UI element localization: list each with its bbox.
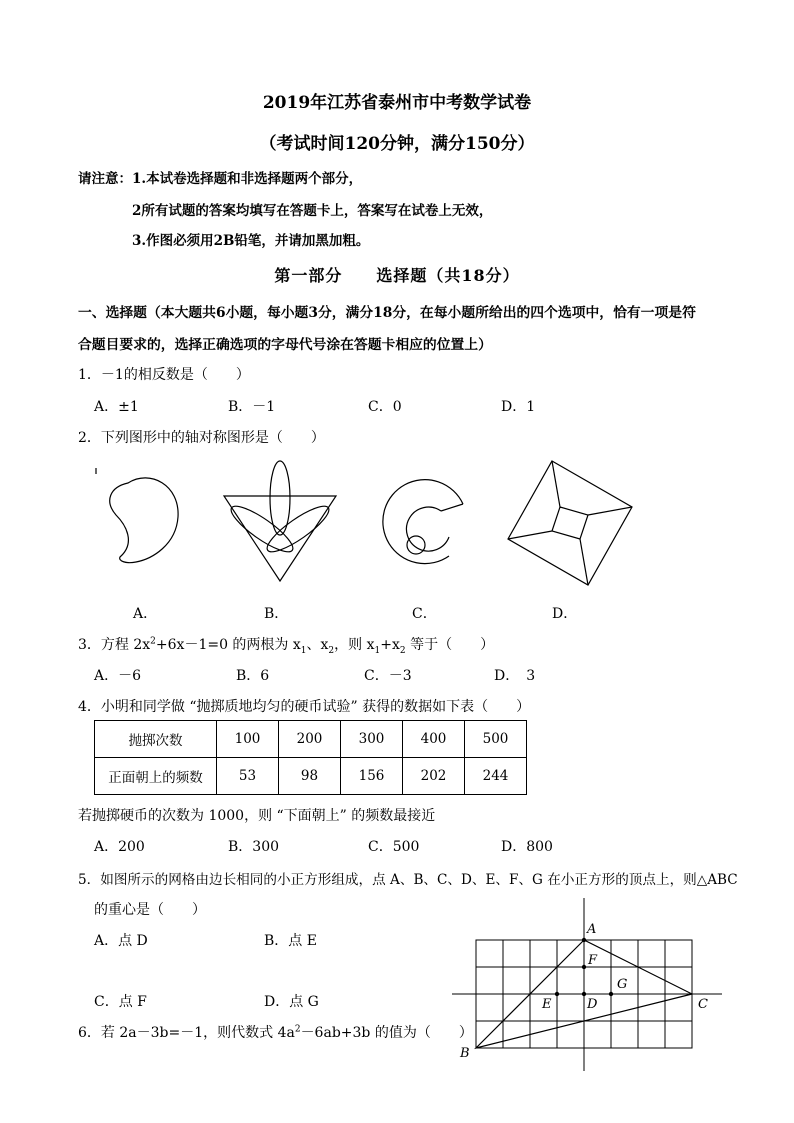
q1-option-b: B．－1 bbox=[228, 399, 276, 415]
q3-stem-part: 、x bbox=[306, 637, 329, 653]
table-cell: 抛掷次数 bbox=[95, 721, 217, 758]
notes-label: 请注意： bbox=[78, 171, 132, 187]
label-d: D bbox=[587, 997, 598, 1012]
label-a: A bbox=[587, 922, 597, 937]
table-cell: 400 bbox=[403, 721, 465, 758]
q3-stem-part: 3．方程 2x bbox=[78, 637, 151, 653]
q3-exponent: 2 bbox=[150, 636, 156, 647]
note-item-1: 1.本试卷选择题和非选择题两个部分， bbox=[132, 171, 363, 187]
table-cell: 200 bbox=[279, 721, 341, 758]
q5-option-d: D．点 G bbox=[264, 994, 319, 1010]
label-b: B bbox=[460, 1046, 470, 1061]
label-g: G bbox=[617, 977, 628, 992]
section-instruction-2: 合题目要求的，选择正确选项的字母代号涂在答题卡相应的位置上） bbox=[78, 337, 492, 353]
figure-a-comma-shape bbox=[96, 468, 178, 563]
note-item-3: 3.作图必须用2B铅笔，并请加黑加粗。 bbox=[132, 233, 370, 249]
q2-label-d: D． bbox=[552, 606, 578, 622]
q3-stem bbox=[78, 634, 494, 656]
q1-option-a: A．±1 bbox=[94, 399, 139, 415]
q5-stem-line2: 的重心是（ ） bbox=[94, 902, 206, 918]
q6-stem-part: －6ab+3b 的值为（ ） bbox=[300, 1025, 473, 1041]
q3-stem-part: 等于（ ） bbox=[405, 637, 495, 653]
q2-stem: 2．下列图形中的轴对称图形是（ ） bbox=[78, 430, 325, 446]
q4-followup: 若抛掷硬币的次数为 1000，则 “下面朝上” 的频数最接近 bbox=[78, 808, 436, 824]
q3-subscript: 1 bbox=[300, 645, 307, 656]
section-instruction-1: 一、选择题（本大题共6小题，每小题3分，满分18分，在每小题所给出的四个选项中，恰有一项是符 bbox=[78, 305, 696, 321]
q3-subscript: 1 bbox=[374, 645, 381, 656]
figure-b-triangle-ellipses bbox=[224, 461, 336, 581]
table-cell: 202 bbox=[403, 758, 465, 795]
label-e: E bbox=[542, 997, 552, 1012]
q5-option-a: A．点 D bbox=[94, 933, 148, 949]
q3-option-b: B．6 bbox=[236, 668, 270, 684]
label-f: F bbox=[588, 953, 598, 968]
q6-stem bbox=[78, 1022, 473, 1042]
table-cell: 98 bbox=[279, 758, 341, 795]
exam-subtitle: （考试时间120分钟，满分150分） bbox=[259, 134, 535, 154]
q2-label-c: C． bbox=[412, 606, 437, 622]
figure-d-pinwheel-square bbox=[508, 461, 632, 585]
q2-figures bbox=[80, 455, 740, 595]
q5-option-b: B．点 E bbox=[264, 933, 317, 949]
q3-stem-part: +6x－1=0 的两根为 x bbox=[155, 637, 301, 653]
q5-stem-line1: 5．如图所示的网格由边长相同的小正方形组成，点 A、B、C、D、E、F、G 在小正方形的顶点上，则△ABC bbox=[78, 872, 738, 888]
q6-exponent: 2 bbox=[294, 1024, 301, 1035]
q3-option-c: C．－3 bbox=[364, 668, 412, 684]
q1-stem: 1．－1的相反数是（ ） bbox=[78, 367, 250, 383]
table-cell: 156 bbox=[341, 758, 403, 795]
q4-stem: 4．小明和同学做 “抛掷质地均匀的硬币试验” 获得的数据如下表（ ） bbox=[78, 699, 531, 715]
q5-grid-figure bbox=[450, 895, 730, 1075]
q3-stem-part: +x bbox=[380, 637, 400, 653]
frequency-table bbox=[94, 720, 527, 795]
q4-option-a: A．200 bbox=[94, 839, 145, 855]
figure-c-ring-circle bbox=[383, 480, 463, 564]
table-cell: 正面朝上的频数 bbox=[95, 758, 217, 795]
q4-option-b: B．300 bbox=[228, 839, 280, 855]
q4-option-c: C．500 bbox=[368, 839, 420, 855]
q5-option-c: C．点 F bbox=[94, 994, 147, 1010]
table-cell: 244 bbox=[465, 758, 527, 795]
table-cell: 300 bbox=[341, 721, 403, 758]
q1-option-d: D．1 bbox=[501, 399, 536, 415]
note-item-2: 2所有试题的答案均填写在答题卡上，答案写在试卷上无效， bbox=[132, 203, 493, 219]
label-c: C bbox=[698, 997, 708, 1012]
exam-title: 2019年江苏省泰州市中考数学试卷 bbox=[262, 93, 532, 113]
q3-subscript: 2 bbox=[399, 645, 406, 656]
q3-option-a: A．－6 bbox=[94, 668, 142, 684]
q2-label-b: B． bbox=[264, 606, 289, 622]
q1-option-c: C．0 bbox=[368, 399, 402, 415]
table-cell: 500 bbox=[465, 721, 527, 758]
table-cell: 100 bbox=[217, 721, 279, 758]
table-row bbox=[95, 721, 527, 758]
q4-option-d: D．800 bbox=[501, 839, 553, 855]
table-row bbox=[95, 758, 527, 795]
section-title: 第一部分 选择题（共18分） bbox=[274, 266, 520, 285]
q2-label-a: A． bbox=[133, 606, 158, 622]
q3-option-d: D． 3 bbox=[494, 668, 536, 684]
q6-stem-part: 6．若 2a－3b=－1，则代数式 4a bbox=[78, 1025, 295, 1041]
table-cell: 53 bbox=[217, 758, 279, 795]
q3-subscript: 2 bbox=[328, 645, 335, 656]
q3-stem-part: ，则 x bbox=[334, 637, 375, 653]
